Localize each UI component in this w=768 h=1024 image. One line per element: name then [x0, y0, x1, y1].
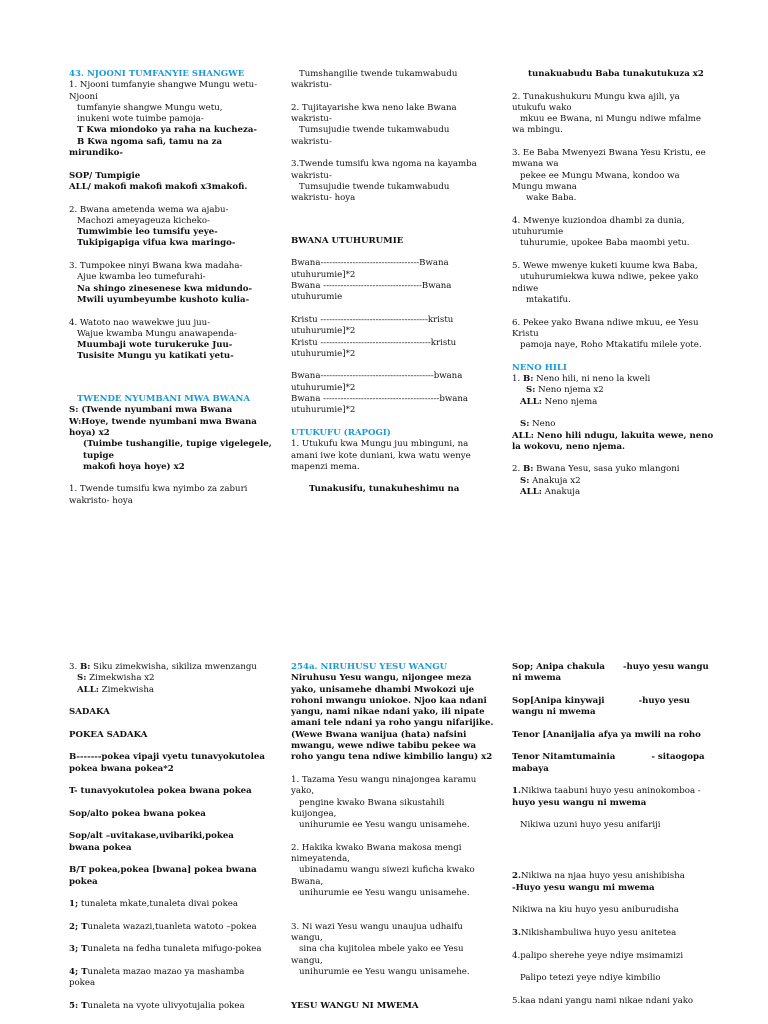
text-line: S: Neno njema x2: [526, 385, 604, 396]
text-line: Muumbaji wote turukeruke Juu-: [77, 340, 233, 351]
text-line: tuhurumie, upokee Baba maombi yetu.: [520, 238, 690, 249]
bottom-column-2: [291, 662, 503, 1012]
text-line: amani iwe kote duniani, kwa watu wenye: [291, 450, 471, 461]
text-line: S: Zimekwisha x2: [77, 673, 155, 684]
text-line: T Kwa miondoko ya raha na kucheza-: [77, 125, 258, 136]
text-line: ALL: Neno njema: [520, 396, 598, 407]
text-line: Wajue kwamba Mungu anawapenda-: [77, 328, 237, 339]
text-line: 2. Bwana ametenda wema wa ajabu-: [69, 204, 229, 215]
text-line: wakristu- hoya: [291, 193, 356, 204]
text-line: Sop[Anipa kinywaji -huyo yesu: [512, 695, 690, 706]
bottom-column-3: [512, 662, 724, 1007]
text-line: utuhurumie]*2: [291, 348, 356, 359]
text-line: utuhurumiekwa kuwa ndiwe, pekee yako: [520, 272, 699, 283]
text-line: ni mwema: [512, 673, 562, 684]
text-line: 2. Tunakushukuru Mungu kwa ajili, ya: [512, 91, 680, 102]
song-title-neno-hili: NENO HILI: [512, 362, 567, 373]
text-line: 2. Tujitayarishe kwa neno lake Bwana: [291, 102, 457, 113]
text-line: (Tuimbe tushangilie, tupige vigelegele, tupige: [83, 439, 272, 461]
text-line: Niruhusu Yesu wangu, nijongee meza: [291, 673, 472, 684]
text-line: yangu, nami nikae ndani yako, ili nipate: [291, 707, 485, 718]
text-line: Tumshangilie twende tukamwabudu: [299, 69, 458, 79]
text-line: tumfanyie shangwe Mungu wetu,: [77, 102, 223, 113]
text-line: 3. Ee Baba Mwenyezi Bwana Yesu Kristu, ee: [512, 148, 706, 159]
text-line: (Wewe Bwana wanijua (hata) nafsini: [291, 729, 467, 740]
text-line: wangu,: [291, 955, 323, 966]
text-line: huyo yesu wangu ni mwema: [512, 797, 647, 808]
text-line: 1. B: Neno hili, ni neno la kweli: [512, 374, 651, 385]
text-line: pamoja naye, Roho Mtakatifu milele yote.: [520, 340, 702, 351]
text-line: 4; Tunaleta mazao mazao ya mashamba: [69, 967, 245, 978]
text-line: wake Baba.: [526, 193, 577, 204]
text-line: unihurumie ee Yesu wangu unisamehe.: [299, 967, 470, 978]
text-line: utuhurumie: [512, 227, 564, 238]
text-line: 4.palipo sherehe yeye ndiye msimamizi: [512, 950, 684, 961]
text-line: -Huyo yesu wangu mi mwema: [512, 882, 655, 893]
text-line: amani tele ndani ya roho yangu nifarijike.: [291, 718, 494, 729]
text-line: utuhurumie]*2: [291, 326, 356, 337]
text-line: utuhurumie]*2: [291, 405, 356, 416]
top-column-1: [69, 69, 281, 507]
text-line: 3. B: Siku zimekwisha, sikiliza mwenzangu: [69, 662, 257, 672]
text-line: Machozi ameyageuza kicheko-: [77, 215, 210, 226]
text-line: Sop; Anipa chakula -huyo yesu wangu: [512, 662, 709, 672]
text-line: wakristu-: [291, 80, 332, 91]
text-line: utukufu wako: [512, 102, 572, 113]
text-line: 3.Nikishambuliwa huyo yesu anitetea: [512, 927, 677, 938]
text-line: ALL/ makofi makofi makofi x3makofi.: [69, 181, 248, 192]
text-line: sina cha kujitolea mbele yako ee Yesu: [299, 944, 464, 955]
text-line: mkuu ee Bwana, ni Mungu ndiwe mfalme: [520, 114, 702, 125]
text-line: 4. Mwenye kuziondoa dhambi za dunia,: [512, 215, 685, 226]
text-line: Nikiwa na kiu huyo yesu aniburudisha: [512, 905, 679, 916]
text-line: nimeyatenda,: [291, 854, 350, 865]
text-line: Tumsujudie twende tukamwabudu: [299, 125, 450, 136]
text-line: mabaya: [512, 763, 549, 774]
song-title-bwana-utuhurumie: BWANA UTUHURUMIE: [291, 235, 404, 246]
text-line: mwana wa: [512, 159, 559, 170]
text-line: 5: Tunaleta na vyote ulivyotujalia pokea: [69, 1000, 245, 1011]
text-line: unihurumie ee Yesu wangu unisamehe.: [299, 887, 470, 898]
text-line: Bwana ----------------------------------------bwana: [291, 394, 468, 405]
text-line: yako,: [291, 786, 315, 797]
text-line: Bwana,: [291, 876, 324, 887]
text-line: unihurumie ee Yesu wangu unisamehe.: [299, 820, 470, 831]
text-line: kuijongea,: [291, 808, 337, 819]
text-line: 1; tunaleta mkate,tunaleta divai pokea: [69, 899, 239, 910]
text-line: mwangu, wewe ndiwe tabibu pekee wa: [291, 741, 477, 752]
text-line: Tunakusifu, tunakuheshimu na: [309, 484, 460, 495]
text-line: B-------pokea vipaji vyetu tunavyokutolea: [69, 752, 265, 763]
text-line: 2. Hakika kwako Bwana makosa mengi: [291, 842, 462, 853]
text-line: Tusisite Mungu yu katikati yetu-: [77, 351, 234, 362]
text-line: 2; Tunaleta wazazi,tuanleta watoto –pokea: [69, 921, 257, 932]
text-line: 3. Tumpokee ninyi Bwana kwa madaha-: [69, 261, 243, 272]
text-line: wakristu-: [291, 136, 332, 147]
text-line: 1. Njooni tumfanyie shangwe Mungu wetu-Njooni: [69, 80, 258, 102]
text-line: bwana pokea: [69, 842, 132, 853]
text-line: Tenor [Ananijalia afya ya mwili na roho: [512, 729, 701, 740]
text-line: 3. Ni wazi Yesu wangu unaujua udhaifu: [291, 921, 463, 932]
text-line: B Kwa ngoma safi, tamu na za: [77, 136, 223, 147]
text-line: 2.Nikiwa na njaa huyo yesu anishibisha: [512, 871, 685, 882]
text-line: B/T pokea,pokea [bwana] pokea bwana: [69, 865, 257, 876]
text-line: hoya) x2: [69, 427, 110, 438]
text-line: SOP/ Tumpigie: [69, 170, 141, 181]
text-line: utuhurumie]*2: [291, 269, 356, 280]
text-line: ndiwe: [512, 283, 539, 294]
text-line: wangu,: [291, 933, 323, 944]
text-line: S: (Twende nyumbani mwa Bwana: [69, 405, 233, 416]
text-line: Bwana----------------------------------Bwana: [291, 258, 449, 269]
text-line: roho yangu tena ndiwe kimbilio langu) x2: [291, 752, 493, 763]
top-column-3: [512, 69, 724, 498]
text-line: Bwana ----------------------------------Bwana: [291, 281, 452, 292]
text-line: Tukipigapiga vifua kwa maringo-: [77, 238, 236, 249]
text-line: makofi hoya hoye) x2: [83, 461, 185, 472]
song-title-utukufu: UTUKUFU (RAPOGI): [291, 427, 391, 438]
text-line: inukeni wote tuimbe pamoja-: [77, 114, 204, 125]
text-line: wakristo- hoya: [69, 495, 133, 506]
text-line: la wokovu, neno njema.: [512, 441, 626, 452]
text-line: wakristu-: [291, 114, 332, 125]
top-column-2: [291, 69, 503, 496]
text-line: mapenzi mema.: [291, 461, 360, 472]
text-line: Tumsujudie twende tukamwabudu: [299, 181, 450, 192]
text-line: wa mbingu.: [512, 125, 563, 136]
text-line: Kristu: [512, 328, 539, 339]
text-line: Sop/alto pokea bwana pokea: [69, 808, 206, 819]
text-line: wangu ni mwema: [512, 707, 596, 718]
text-line: wakristu-: [291, 170, 332, 181]
text-line: mirundiko-: [69, 148, 123, 159]
text-line: 4. Watoto nao wawekwe juu juu-: [69, 317, 211, 328]
text-line: yako, unisamehe dhambi Mwokozi uje: [291, 684, 475, 695]
text-line: ubinadamu wangu siwezi kuficha kwako: [299, 865, 475, 876]
text-line: 1. Utukufu kwa Mungu juu mbinguni, na: [291, 439, 469, 450]
text-line: tunakuabudu Baba tunakutukuza x2: [528, 69, 704, 79]
text-line: S: Anakuja x2: [520, 475, 581, 486]
text-line: pokea: [69, 978, 96, 989]
text-line: ALL: Neno hili ndugu, lakuita wewe, neno: [512, 430, 714, 441]
song-title-njooni: 43. NJOONI TUMFANYIE SHANGWE: [69, 69, 245, 79]
text-line: pekee ee Mungu Mwana, kondoo wa: [520, 170, 680, 181]
text-line: Tumwimbie leo tumsifu yeye-: [77, 227, 218, 238]
text-line: T- tunavyokutolea pokea bwana pokea: [69, 786, 252, 797]
text-line: Na shingo zinesenese kwa midundo-: [77, 283, 253, 294]
text-line: pengine kwako Bwana sikustahili: [299, 797, 445, 808]
text-line: pokea bwana pokea*2: [69, 763, 174, 774]
text-line: Kristu -------------------------------------kristu: [291, 314, 454, 325]
text-line: Mwili uyumbeyumbe kushoto kulia-: [77, 294, 250, 305]
text-line: rohoni mwangu uniokoe. Njoo kaa ndani: [291, 695, 487, 706]
text-line: S: Neno: [520, 419, 556, 430]
text-line: 2. B: Bwana Yesu, sasa yuko mlangoni: [512, 464, 680, 475]
song-title-twende: TWENDE NYUMBANI MWA BWANA: [77, 394, 251, 405]
text-line: 1. Twende tumsifu kwa nyimbo za zaburi: [69, 484, 248, 495]
text-line: Mungu mwana: [512, 181, 577, 192]
text-line: Tenor Nitamtumainia - sitaogopa: [512, 752, 705, 763]
text-line: Sop/alt –uvitakase,uvibariki,pokea: [69, 831, 234, 842]
text-line: W:Hoye, twende nyumbani mwa Bwana: [69, 416, 257, 427]
song-title-yesu-wangu: YESU WANGU NI MWEMA: [291, 1000, 419, 1011]
song-title-pokea-sadaka: POKEA SADAKA: [69, 729, 148, 740]
text-line: pokea: [69, 876, 98, 887]
text-line: Nikiwa uzuni huyo yesu anifariji: [520, 820, 661, 831]
text-line: 3; Tunaleta na fedha tunaleta mifugo-pokea: [69, 944, 262, 955]
text-line: mtakatifu.: [526, 294, 571, 305]
bottom-column-1: [69, 662, 281, 1012]
text-line: 5. Wewe mwenye kuketi kuume kwa Baba,: [512, 261, 698, 272]
text-line: ALL: Zimekwisha: [77, 684, 155, 695]
text-line: 1.Nikiwa taabuni huyo yesu aninokomboa -: [512, 786, 701, 797]
text-line: Ajue kwamba leo tumefurahi-: [77, 272, 206, 283]
text-line: Palipo tetezi yeye ndiye kimbilio: [520, 973, 661, 984]
text-line: 5.kaa ndani yangu nami nikae ndani yako: [512, 995, 694, 1006]
text-line: 6. Pekee yako Bwana ndiwe mkuu, ee Yesu: [512, 317, 699, 328]
text-line: utuhurumie: [291, 292, 343, 303]
text-line: 3.Twende tumsifu kwa ngoma na kayamba: [291, 159, 477, 170]
text-line: Bwana---------------------------------------bwana: [291, 371, 463, 382]
text-line: Kristu --------------------------------------kristu: [291, 337, 457, 348]
song-title-niruhusu: 254a. NIRUHUSU YESU WANGU: [291, 662, 448, 672]
text-line: utuhurumie]*2: [291, 382, 356, 393]
text-line: ALL: Anakuja: [520, 486, 581, 497]
section-title-sadaka: SADAKA: [69, 707, 110, 718]
text-line: 1. Tazama Yesu wangu ninajongea karamu: [291, 774, 477, 785]
